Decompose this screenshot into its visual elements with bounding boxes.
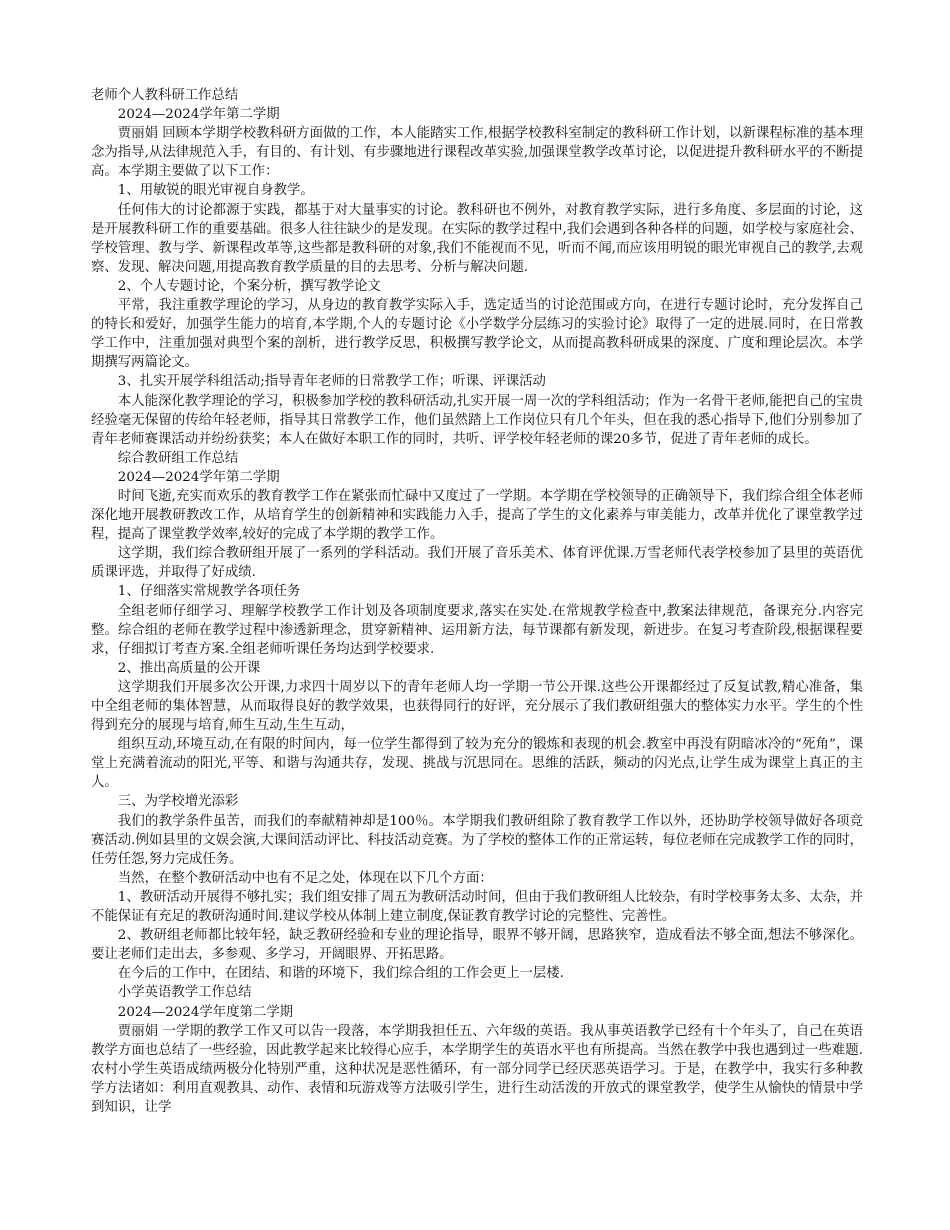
- paragraph: 2024—2024学年度第二学期: [117, 1004, 294, 1020]
- paragraph: 综合教研组工作总结: [117, 450, 239, 466]
- paragraph: 2024—2024学年第二学期: [117, 469, 280, 485]
- paragraph: 2、推出高质量的公开课: [117, 660, 261, 676]
- paragraph: 我们的教学条件虽苦，而我们的奉献精神却是100％。本学期我们教研组除了教育教学工作以外，还协助学校领导做好各项竞赛活动.例如县里的文娱会演,大课间活动评比、科技活动竞赛。为了学校的整体工作的正常运转，每位老师在完成教学工作的同时，任劳任怨,努力完成任务。: [91, 813, 863, 867]
- paragraph: 时间飞逝,充实而欢乐的教育教学工作在紧张而忙碌中又度过了一学期。本学期在学校领导的正确领导下，我们综合组全体老师深化地开展教研教改工作，从培育学生的创新精神和实践能力入手，提高了学生的文化素养与审美能力，改革并优化了课堂教学过程，提高了课堂教学效率,较好的完成了本学期的教学工作。: [91, 488, 863, 543]
- paragraph: 这学期，我们综合教研组开展了一系列的学科活动。我们开展了音乐美术、体育评优课.万雪老师代表学校参加了县里的英语优质课评选，并取得了好成绩.: [91, 546, 863, 581]
- paragraph: 当然，在整个教研活动中也有不足之处，体现在以下几个方面：: [117, 870, 493, 886]
- paragraph: 2024—2024学年第二学期: [117, 107, 280, 123]
- paragraph: 任何伟大的讨论都源于实践，都基于对大量事实的讨论。教科研也不例外，对教育教学实际，进行多角度、多层面的讨论，这是开展教科研工作的重要基础。很多人往往缺少的是发现。在实际的教学过程中,我们会遇到各种各样的问题，如学校与家庭社会、学校管理、教与学、新课程改革等,这些都是教科研的对象,我们不能视而不见，听而不闻,而应该用明锐的眼光审视自己的教学,去观察、发现、解决问题,用提高教育教学质量的目的去思考、分析与解决问题.: [91, 202, 863, 275]
- paragraph: 1、用敏锐的眼光审视自身教学。: [117, 183, 314, 199]
- paragraph: 2、教研组老师都比较年轻，缺乏教研经验和专业的理论指导，眼界不够开阔，思路狭窄，造成看法不够全面,想法不够深化。要让老师们走出去，多参观、多学习，开阔眼界、开拓思路。: [91, 928, 863, 963]
- paragraph: 1、仔细落实常规教学各项任务: [117, 584, 301, 600]
- paragraph: 本人能深化教学理论的学习，积极参加学校的教科研活动,扎实开展一周一次的学科组活动；作为一名骨干老师,能把自己的宝贵经验毫无保留的传给年轻老师，指导其日常教学工作，他们虽然踏上工作岗位只有几个年头，但在我的悉心指导下,他们分别参加了青年老师赛课活动并纷纷获奖；本人在做好本职工作的同时，共听、评学校年轻老师的课20多节，促进了青年老师的成长。: [91, 393, 863, 447]
- paragraph: 全组老师仔细学习、理解学校教学工作计划及各项制度要求,落实在实处.在常规教学检查中,教案法律规范，备课充分.内容完整。综合组的老师在教学过程中渗透新理念，贯穿新精神、运用新方法，每节课都有新发现，新进步。在复习考查阶段,根据课程要求，仔细拟订考查方案.全组老师听课任务均达到学校要求.: [91, 603, 863, 657]
- paragraph: 3、扎实开展学科组活动;指导青年老师的日常教学工作；听课、评课活动: [117, 374, 546, 390]
- paragraph: 平常，我注重教学理论的学习，从身边的教育教学实际入手，选定适当的讨论范围或方向，在进行专题讨论时，充分发挥自己的特长和爱好，加强学生能力的培育,本学期,个人的专题讨论《小学数学分层练习的实验讨论》取得了一定的进展.同时，在日常教学工作中，注重加强对典型个案的剖析，进行教学反思，积极撰写教学论文，从而提高教科研成果的深度、广度和理论层次。本学期撰写两篇论文。: [91, 298, 863, 371]
- paragraph: 贾丽娟 回顾本学期学校教科研方面做的工作，本人能踏实工作,根据学校教科室制定的教科研工作计划，以新课程标准的基本理念为指导,从法律规范入手，有目的、有计划、有步骤地进行课程改革实验,加强课堂教学改革讨论，以促进提升教科研水平的不断提高。本学期主要做了以下工作：: [91, 126, 863, 180]
- paragraph: 1、教研活动开展得不够扎实；我们组安排了周五为教研活动时间，但由于我们教研组人比较杂，有时学校事务太多、太杂，并不能保证有充足的教研沟通时间.建议学校从体制上建立制度,保证教育教学讨论的完整性、完善性。: [91, 889, 863, 925]
- paragraph: 三、为学校增光添彩: [117, 794, 239, 810]
- paragraph: 在今后的工作中，在团结、和谐的环境下，我们综合组的工作会更上一层楼.: [117, 966, 564, 982]
- paragraph: 2、个人专题讨论，个案分析，撰写教学论文: [117, 278, 381, 294]
- paragraph: 这学期我们开展多次公开课,力求四十周岁以下的青年老师人均一学期一节公开课.这些公开课都经过了反复试教,精心准备，集中全组老师的集体智慧，从而取得良好的教学效果，也获得同行的好评，充分展示了我们教研组强大的整体实力水平。学生的个性得到充分的展现与培育,师生互动,生生互动，: [91, 679, 863, 734]
- document-body: [91, 86, 863, 1117]
- paragraph: 小学英语教学工作总结: [117, 985, 252, 1001]
- paragraph: 贾丽娟 一学期的教学工作又可以告一段落，本学期我担任五、六年级的英语。我从事英语教学已经有十个年头了，自己在英语教学方面也总结了一些经验，因此教学起来比较得心应手，本学期学生的英语水平也有所提高。当然在教学中我也遇到过一些难题.农村小学生英语成绩两极分化特别严重，这种状况是恶性循环，有一部分同学已经厌恶英语学习。于是，在教学中，我实行多种教学方法诸如：利用直观教具、动作、表情和玩游戏等方法吸引学生，进行生动活泼的开放式的课堂教学，使学生从愉快的情景中学到知识，让学: [91, 1023, 863, 1115]
- paragraph: 组织互动,环境互动,在有限的时间内，每一位学生都得到了较为充分的锻炼和表现的机会.教室中再没有阴暗冰冷的“死角”，课堂上充满着流动的阳光,平等、和谐与沟通共存，发现、挑战与沉思同在。思维的活跃，频动的闪光点,让学生成为课堂上真正的主人。: [91, 737, 863, 791]
- document-title: 老师个人教科研工作总结: [91, 88, 239, 103]
